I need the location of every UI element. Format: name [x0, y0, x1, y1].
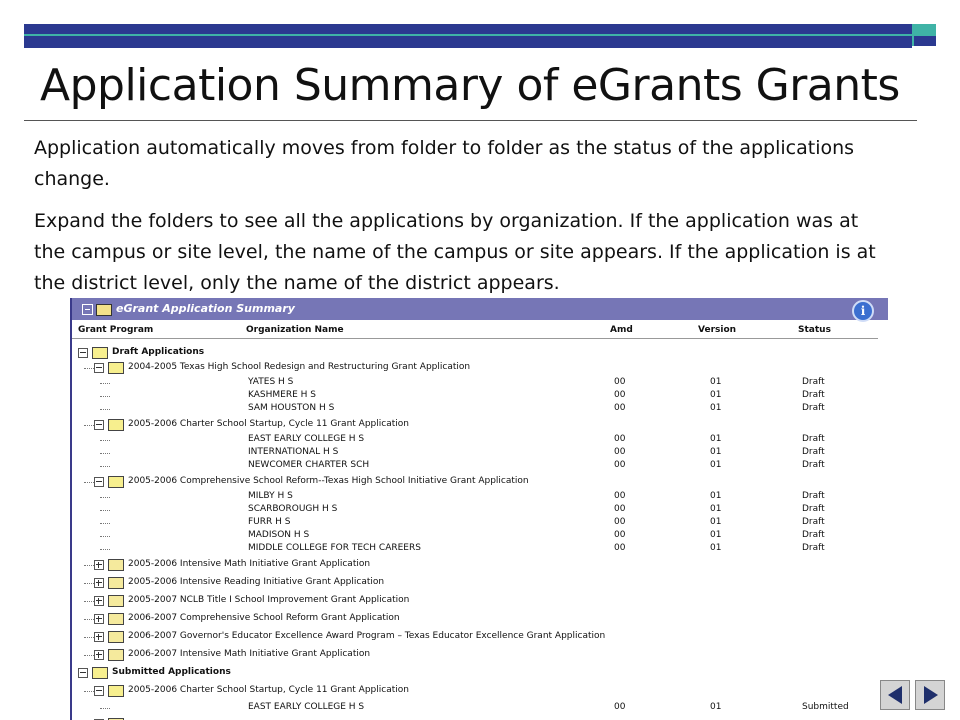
folder-label: 2006-2007 Governor's Educator Excellence Award Program – Texas Educator Excellence Grant Application	[128, 631, 606, 641]
application-row[interactable]	[72, 542, 888, 555]
tree-folder-row[interactable]	[72, 630, 888, 643]
folder-icon	[108, 362, 124, 374]
folder-label: 2006-2007 Intensive Math Initiative Grant Application	[128, 649, 371, 659]
col-grant-program: Grant Program	[78, 325, 154, 335]
tree-folder-row[interactable]	[72, 684, 888, 697]
folder-icon	[108, 577, 124, 589]
version-value: 01	[710, 530, 722, 540]
status-value: Draft	[802, 543, 825, 553]
application-row[interactable]	[72, 389, 888, 402]
version-value: 01	[710, 434, 722, 444]
collapse-icon[interactable]	[94, 420, 104, 430]
folder-label: 2005-2006 Intensive Math Initiative Grant Application	[128, 559, 371, 569]
tree-connector	[100, 497, 110, 499]
tree-connector	[84, 482, 94, 484]
folder-icon	[108, 595, 124, 607]
folder-icon	[92, 347, 108, 359]
expand-icon[interactable]	[94, 650, 104, 660]
folder-label: 2005-2006 Charter School Startup, Cycle 11 Grant Application	[128, 685, 409, 695]
amd-value: 00	[614, 434, 626, 444]
tree-connector	[84, 691, 94, 693]
tree-connector	[84, 425, 94, 427]
tree-connector	[100, 383, 110, 385]
tree-folder-row[interactable]	[72, 558, 888, 571]
status-value: Draft	[802, 530, 825, 540]
application-row[interactable]	[72, 503, 888, 516]
tree-connector	[84, 583, 94, 585]
organization-name: EAST EARLY COLLEGE H S	[248, 434, 365, 444]
version-value: 01	[710, 702, 722, 712]
collapse-icon[interactable]	[94, 477, 104, 487]
triangle-right-icon	[924, 686, 938, 704]
status-value: Draft	[802, 504, 825, 514]
tree-connector	[84, 565, 94, 567]
status-value: Draft	[802, 460, 825, 470]
title-divider	[24, 120, 917, 121]
tree-connector	[84, 601, 94, 603]
folder-label: 2005-2006 Comprehensive School Reform--Texas High School Initiative Grant Application	[128, 476, 529, 486]
tree-folder-row[interactable]	[72, 594, 888, 607]
title-bar-decoration	[24, 24, 936, 46]
collapse-icon[interactable]	[78, 348, 88, 358]
version-value: 01	[710, 491, 722, 501]
folder-icon	[92, 667, 108, 679]
amd-value: 00	[614, 377, 626, 387]
folder-label: 2005-2007 NCLB Title I School Improvement Grant Application	[128, 595, 410, 605]
tree-folder-row[interactable]	[72, 612, 888, 625]
status-value: Draft	[802, 403, 825, 413]
folder-icon	[108, 649, 124, 661]
version-value: 01	[710, 403, 722, 413]
organization-name: SCARBOROUGH H S	[248, 504, 338, 514]
expand-icon[interactable]	[94, 596, 104, 606]
tree-folder-row[interactable]	[72, 346, 888, 359]
col-version: Version	[698, 325, 737, 335]
tree-folder-row[interactable]	[72, 475, 888, 488]
previous-slide-button[interactable]	[880, 680, 910, 710]
version-value: 01	[710, 377, 722, 387]
tree-connector	[84, 655, 94, 657]
status-value: Draft	[802, 491, 825, 501]
organization-name: MADISON H S	[248, 530, 310, 540]
amd-value: 00	[614, 390, 626, 400]
folder-icon	[108, 613, 124, 625]
folder-label: 2004-2005 Texas High School Redesign and Restructuring Grant Application	[128, 362, 471, 372]
tree-connector	[84, 619, 94, 621]
collapse-icon[interactable]	[94, 686, 104, 696]
folder-icon	[108, 631, 124, 643]
intro-paragraph: Application automatically moves from folder to folder as the status of the applications change.	[34, 137, 855, 190]
amd-value: 00	[614, 543, 626, 553]
amd-value: 00	[614, 702, 626, 712]
tree-folder-row[interactable]	[72, 576, 888, 589]
application-row[interactable]	[72, 459, 888, 472]
application-row[interactable]	[72, 529, 888, 542]
collapse-icon[interactable]	[82, 304, 93, 315]
version-value: 01	[710, 460, 722, 470]
tree-connector	[84, 368, 94, 370]
expand-icon[interactable]	[94, 560, 104, 570]
expand-icon[interactable]	[94, 614, 104, 624]
organization-name: YATES H S	[248, 377, 294, 387]
version-value: 01	[710, 504, 722, 514]
tree-connector	[100, 453, 110, 455]
collapse-icon[interactable]	[94, 363, 104, 373]
tree-folder-row[interactable]	[72, 418, 888, 431]
tree-connector	[100, 409, 110, 411]
tree-folder-row[interactable]	[72, 648, 888, 661]
info-icon[interactable]: i	[852, 300, 874, 322]
folder-label: 2005-2006 Intensive Reading Initiative Grant Application	[128, 577, 385, 587]
col-amd: Amd	[610, 325, 633, 335]
folder-label: 2006-2007 Comprehensive School Reform Grant Application	[128, 613, 400, 623]
tree-connector	[100, 549, 110, 551]
application-row[interactable]	[72, 516, 888, 529]
status-value: Draft	[802, 434, 825, 444]
tree-folder-row[interactable]	[72, 361, 888, 374]
folder-icon	[108, 559, 124, 571]
tree-folder-row[interactable]	[72, 666, 888, 679]
next-slide-button[interactable]	[915, 680, 945, 710]
amd-value: 00	[614, 460, 626, 470]
status-value: Draft	[802, 390, 825, 400]
application-row[interactable]	[72, 490, 888, 503]
version-value: 01	[710, 447, 722, 457]
status-value: Draft	[802, 517, 825, 527]
application-row[interactable]	[72, 376, 888, 389]
application-row[interactable]	[72, 433, 888, 446]
status-value: Submitted	[802, 702, 849, 712]
egrant-summary-screenshot	[70, 298, 890, 720]
status-value: Draft	[802, 377, 825, 387]
col-organization: Organization Name	[246, 325, 344, 335]
tree-connector	[100, 510, 110, 512]
folder-label: Draft Applications	[112, 347, 205, 357]
slide-title: Application Summary of eGrants Grants	[40, 60, 900, 111]
panel-title: eGrant Application Summary	[116, 302, 295, 315]
organization-name: NEWCOMER CHARTER SCH	[248, 460, 370, 470]
amd-value: 00	[614, 517, 626, 527]
folder-label: Submitted Applications	[112, 667, 231, 677]
folder-icon	[96, 304, 112, 316]
amd-value: 00	[614, 504, 626, 514]
organization-name: MIDDLE COLLEGE FOR TECH CAREERS	[248, 543, 421, 553]
amd-value: 00	[614, 403, 626, 413]
expand-icon[interactable]	[94, 632, 104, 642]
version-value: 01	[710, 543, 722, 553]
folder-icon	[108, 476, 124, 488]
tree-connector	[100, 440, 110, 442]
amd-value: 00	[614, 447, 626, 457]
application-row[interactable]	[72, 402, 888, 415]
organization-name: MILBY H S	[248, 491, 293, 501]
application-row[interactable]	[72, 446, 888, 459]
organization-name: KASHMERE H S	[248, 390, 316, 400]
organization-name: EAST EARLY COLLEGE H S	[248, 702, 365, 712]
version-value: 01	[710, 390, 722, 400]
folder-icon	[108, 685, 124, 697]
organization-name: INTERNATIONAL H S	[248, 447, 339, 457]
panel-header	[72, 298, 888, 320]
col-status: Status	[798, 325, 831, 335]
expand-icon[interactable]	[94, 578, 104, 588]
collapse-icon[interactable]	[78, 668, 88, 678]
header-divider	[72, 338, 878, 339]
organization-name: SAM HOUSTON H S	[248, 403, 335, 413]
tree-connector	[100, 396, 110, 398]
tree-connector	[84, 637, 94, 639]
organization-name: FURR H S	[248, 517, 291, 527]
status-value: Draft	[802, 447, 825, 457]
tree-connector	[100, 523, 110, 525]
amd-value: 00	[614, 491, 626, 501]
tree-connector	[100, 708, 110, 710]
version-value: 01	[710, 517, 722, 527]
tree-connector	[100, 466, 110, 468]
tree-connector	[100, 536, 110, 538]
application-row[interactable]	[72, 701, 888, 714]
folder-label: 2005-2006 Charter School Startup, Cycle 11 Grant Application	[128, 419, 409, 429]
folder-icon	[108, 419, 124, 431]
triangle-left-icon	[888, 686, 902, 704]
amd-value: 00	[614, 530, 626, 540]
detail-paragraph: Expand the folders to see all the applications by organization. If the application was at the campus or site level, the name of the campus or site appears. If the application is at the district level, only the name of the district appears.	[34, 210, 876, 294]
